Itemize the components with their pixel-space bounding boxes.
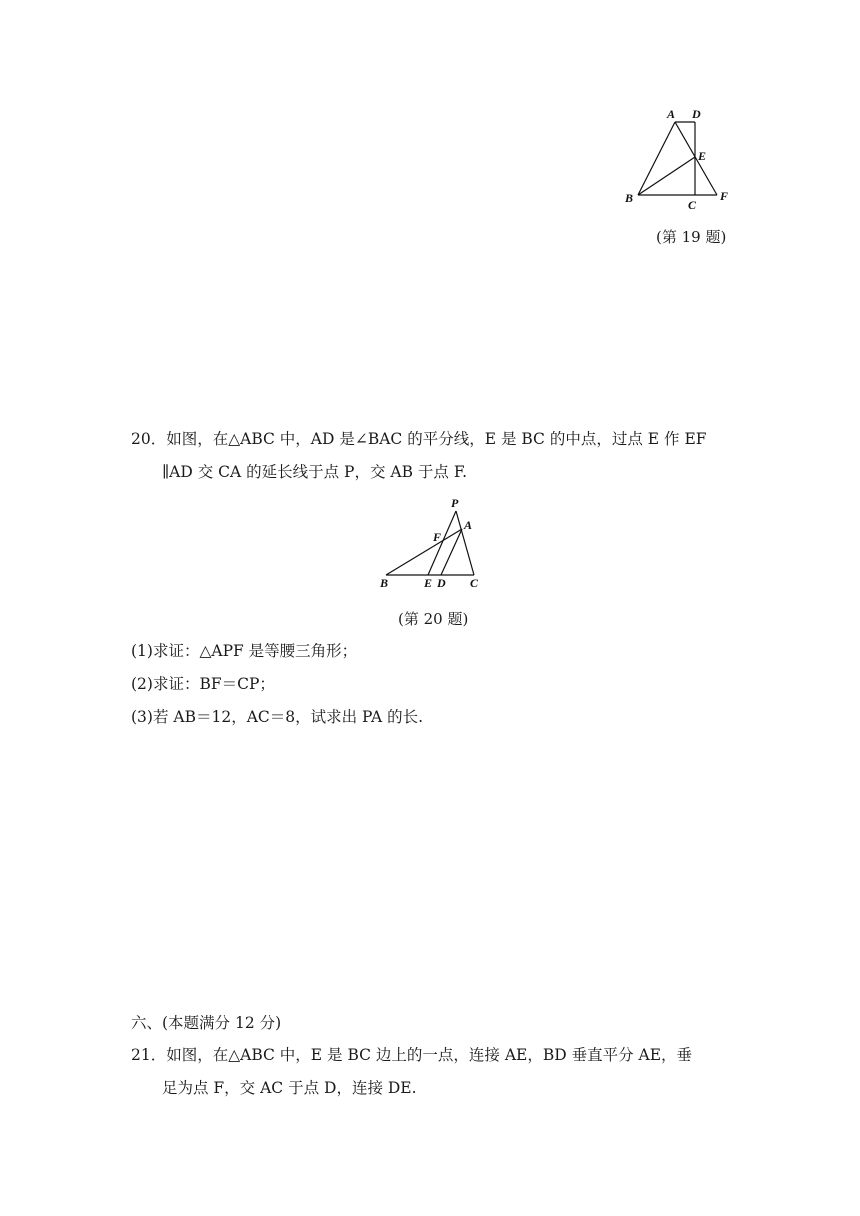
q20-part-3: (3)若 AB＝12，AC＝8，试求出 PA 的长. xyxy=(131,708,424,726)
q19-caption: (第 19 题) xyxy=(656,228,727,246)
q20-caption: (第 20 题) xyxy=(398,610,469,628)
q20-segment-ba xyxy=(386,529,462,575)
q20-label-e: E xyxy=(424,576,433,590)
q20-label-a: A xyxy=(464,518,473,532)
q20-part-1: (1)求证：△APF 是等腰三角形； xyxy=(131,642,358,660)
q20-label-d: D xyxy=(437,576,446,590)
q20-statement-line2: ∥AD 交 CA 的延长线于点 P，交 AB 于点 F. xyxy=(162,463,468,481)
q19-label-e: E xyxy=(698,149,707,163)
q20-label-p: P xyxy=(451,496,459,510)
q19-segment-be xyxy=(638,157,695,195)
q21-statement-line2: 足为点 F，交 AC 于点 D，连接 DE. xyxy=(162,1079,417,1097)
q20-figure xyxy=(376,494,486,590)
q19-label-f: F xyxy=(720,189,729,203)
q21-statement-line1: 21．如图，在△ABC 中，E 是 BC 边上的一点，连接 AE，BD 垂直平分 AE，垂 xyxy=(131,1046,693,1064)
q20-part-2: (2)求证：BF＝CP； xyxy=(131,675,275,693)
section6-heading: 六、(本题满分 12 分) xyxy=(131,1014,282,1032)
q20-label-c: C xyxy=(470,576,479,590)
q20-label-b: B xyxy=(380,576,389,590)
q19-figure xyxy=(620,104,740,214)
q20-label-f: F xyxy=(433,530,442,544)
q19-segment-ab xyxy=(638,122,675,195)
q19-label-a: A xyxy=(667,107,676,121)
q19-label-d: D xyxy=(692,107,701,121)
q19-label-c: C xyxy=(688,198,697,212)
q20-statement-line1: 20．如图，在△ABC 中，AD 是∠BAC 的平分线，E 是 BC 的中点，过点 E 作 EF xyxy=(131,430,707,448)
q19-segment-af xyxy=(675,122,717,195)
q19-label-b: B xyxy=(625,191,634,205)
